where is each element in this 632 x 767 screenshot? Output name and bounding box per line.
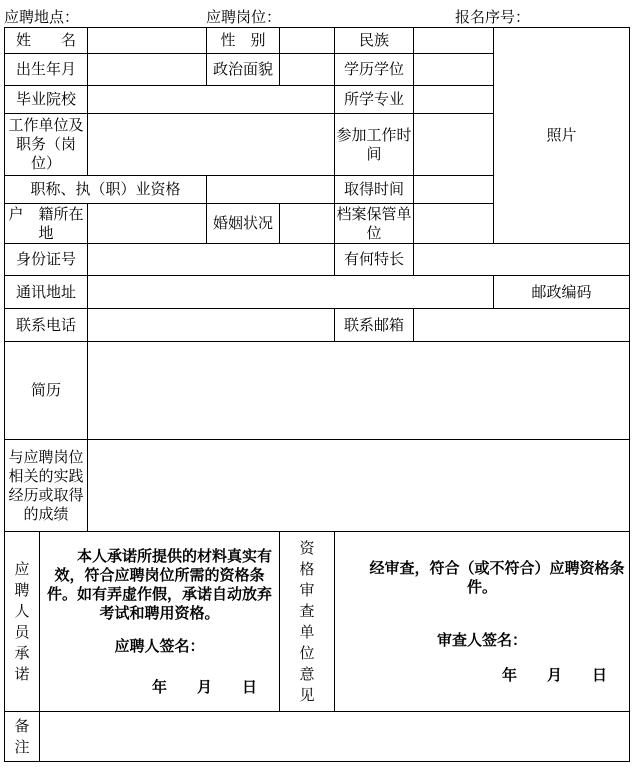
gender-value[interactable]: [280, 28, 335, 54]
review-section: [335, 532, 630, 712]
work-unit-value[interactable]: [88, 114, 335, 176]
review-label: 资格审查单位意见: [280, 532, 335, 712]
specialty-value[interactable]: [414, 244, 630, 276]
birth-label: 出生年月: [5, 54, 88, 86]
work-unit-label: 工作单位及职务（岗位）: [5, 114, 88, 176]
experience-value[interactable]: [88, 440, 630, 532]
pledge-text: 本人承诺所提供的材料真实有效，符合应聘岗位所需的资格条件。如有弄虚作假，承诺自动放弃考试和聘用资格。: [47, 546, 273, 622]
phone-label: 联系电话: [5, 309, 88, 342]
pledge-label: 应聘人员承诺: [5, 532, 40, 712]
political-label: 政治面貌: [207, 54, 280, 86]
resume-value[interactable]: [88, 342, 630, 440]
review-date: 年 月 日: [502, 665, 608, 684]
school-value[interactable]: [88, 86, 335, 114]
experience-label: 与应聘岗位相关的实践经历或取得的成绩: [5, 440, 88, 532]
obtain-time-value[interactable]: [414, 176, 494, 204]
marital-label: 婚姻状况: [207, 204, 280, 244]
degree-value[interactable]: [414, 54, 494, 86]
id-label: 身份证号: [5, 244, 88, 276]
major-value[interactable]: [414, 86, 494, 114]
email-value[interactable]: [414, 309, 630, 342]
name-value[interactable]: [88, 28, 207, 54]
phone-value[interactable]: [88, 309, 335, 342]
degree-label: 学历学位: [335, 54, 414, 86]
position-label: 应聘岗位：: [206, 8, 282, 26]
review-sign-label: 审查人签名：: [437, 630, 528, 649]
title-qual-label: 职称、执（职）业资格: [5, 176, 207, 204]
hukou-label: 户 籍所在地: [5, 204, 88, 244]
pledge-section: [40, 532, 280, 712]
ethnicity-label: 民族: [335, 28, 414, 54]
school-label: 毕业院校: [5, 86, 88, 114]
address-label: 通讯地址: [5, 276, 88, 309]
postcode-label: 邮政编码: [494, 276, 630, 309]
archive-label: 档案保管单位: [336, 204, 412, 242]
resume-label: 简历: [5, 342, 88, 440]
photo-cell[interactable]: 照片: [494, 28, 630, 244]
hukou-value[interactable]: [88, 204, 207, 244]
title-qual-value[interactable]: [207, 176, 335, 204]
archive-value[interactable]: [414, 204, 494, 244]
pledge-date: 年 月 日: [152, 677, 258, 696]
remarks-value[interactable]: [40, 712, 630, 762]
email-label: 联系邮箱: [335, 309, 414, 342]
address-value[interactable]: [88, 276, 494, 309]
major-label: 所学专业: [335, 86, 414, 114]
political-value[interactable]: [280, 54, 335, 86]
work-start-value[interactable]: [414, 114, 494, 176]
remarks-label: 备注: [5, 712, 40, 762]
birth-value[interactable]: [88, 54, 207, 86]
work-start-label: 参加工作时间: [335, 114, 414, 176]
marital-value[interactable]: [280, 204, 335, 244]
review-text: 经审查，符合（或不符合）应聘资格条件。: [369, 558, 625, 596]
id-value[interactable]: [88, 244, 335, 276]
name-label: 姓 名: [5, 28, 88, 54]
serial-label: 报名序号：: [455, 8, 531, 26]
specialty-label: 有何特长: [335, 244, 414, 276]
pledge-sign-label: 应聘人签名：: [114, 636, 205, 655]
application-form: [4, 27, 630, 762]
location-label: 应聘地点：: [4, 8, 80, 26]
obtain-time-label: 取得时间: [335, 176, 414, 204]
ethnicity-value[interactable]: [414, 28, 494, 54]
gender-label: 性 别: [207, 28, 280, 54]
